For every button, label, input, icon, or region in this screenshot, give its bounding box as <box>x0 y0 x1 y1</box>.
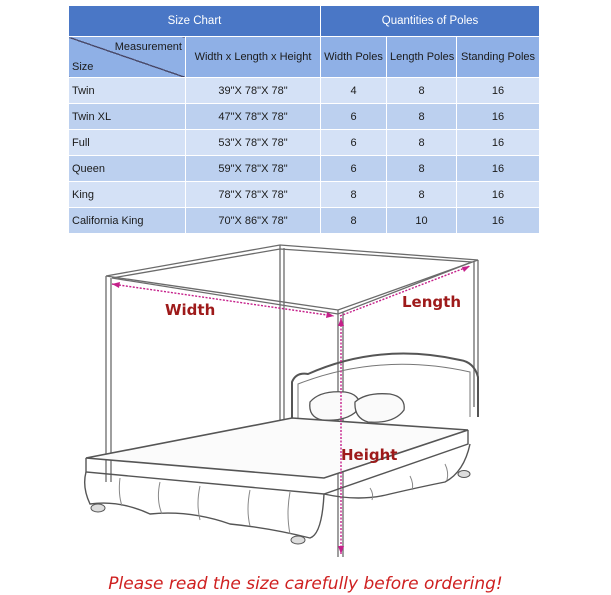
standing-poles-cell: 16 <box>457 156 540 182</box>
table-row <box>69 156 540 182</box>
width-poles-cell: 6 <box>321 104 387 130</box>
width-poles-cell: 4 <box>321 78 387 104</box>
dimensions-cell: 47"X 78"X 78" <box>186 104 321 130</box>
width-poles-cell: 8 <box>321 182 387 208</box>
dimensions-cell: 53"X 78"X 78" <box>186 130 321 156</box>
size-header: Size <box>72 61 94 73</box>
dimensions-cell: 78"X 78"X 78" <box>186 182 321 208</box>
measurement-header: Measurement <box>114 41 182 53</box>
width-poles-cell: 6 <box>321 130 387 156</box>
dimensions-cell: 59"X 78"X 78" <box>186 156 321 182</box>
canopy-bed-illustration <box>60 232 580 572</box>
width-poles-header: Width Poles <box>321 37 387 78</box>
corner-header-cell <box>69 37 186 78</box>
length-poles-cell: 10 <box>387 208 457 234</box>
standing-poles-cell: 16 <box>457 130 540 156</box>
standing-poles-header: Standing Poles <box>457 37 540 78</box>
dimensions-cell: 39"X 78"X 78" <box>186 78 321 104</box>
size-name-cell: Queen <box>69 156 186 182</box>
standing-poles-cell: 16 <box>457 208 540 234</box>
height-label: Height <box>341 446 398 464</box>
length-poles-cell: 8 <box>387 182 457 208</box>
table-row <box>69 130 540 156</box>
bed-foot <box>91 504 105 512</box>
size-chart-table <box>68 5 540 234</box>
size-name-cell: California King <box>69 208 186 234</box>
length-poles-header: Length Poles <box>387 37 457 78</box>
length-poles-cell: 8 <box>387 104 457 130</box>
table-row <box>69 208 540 234</box>
pillow <box>310 392 360 421</box>
dimensions-header: Width x Length x Height <box>186 37 321 78</box>
width-label: Width <box>165 301 216 319</box>
width-arrow-left <box>112 282 120 288</box>
width-guide <box>112 284 334 316</box>
size-chart-title: Size Chart <box>69 6 321 37</box>
size-name-cell: Full <box>69 130 186 156</box>
table-row <box>69 104 540 130</box>
size-name-cell: Twin <box>69 78 186 104</box>
bed-foot <box>291 536 305 544</box>
standing-poles-cell: 16 <box>457 104 540 130</box>
length-poles-cell: 8 <box>387 78 457 104</box>
bed-foot <box>458 471 470 478</box>
length-label: Length <box>402 293 461 311</box>
length-poles-cell: 8 <box>387 130 457 156</box>
dimensions-cell: 70"X 86"X 78" <box>186 208 321 234</box>
standing-poles-cell: 16 <box>457 78 540 104</box>
width-poles-cell: 6 <box>321 156 387 182</box>
size-name-cell: Twin XL <box>69 104 186 130</box>
table-row <box>69 182 540 208</box>
pillow <box>355 394 404 423</box>
order-notice: Please read the size carefully before ordering! <box>108 574 503 594</box>
length-poles-cell: 8 <box>387 156 457 182</box>
mattress <box>86 418 468 478</box>
length-arrow-top <box>462 266 470 272</box>
size-name-cell: King <box>69 182 186 208</box>
width-poles-cell: 8 <box>321 208 387 234</box>
table-row <box>69 78 540 104</box>
pole-quantities-title: Quantities of Poles <box>321 6 540 37</box>
standing-poles-cell: 16 <box>457 182 540 208</box>
